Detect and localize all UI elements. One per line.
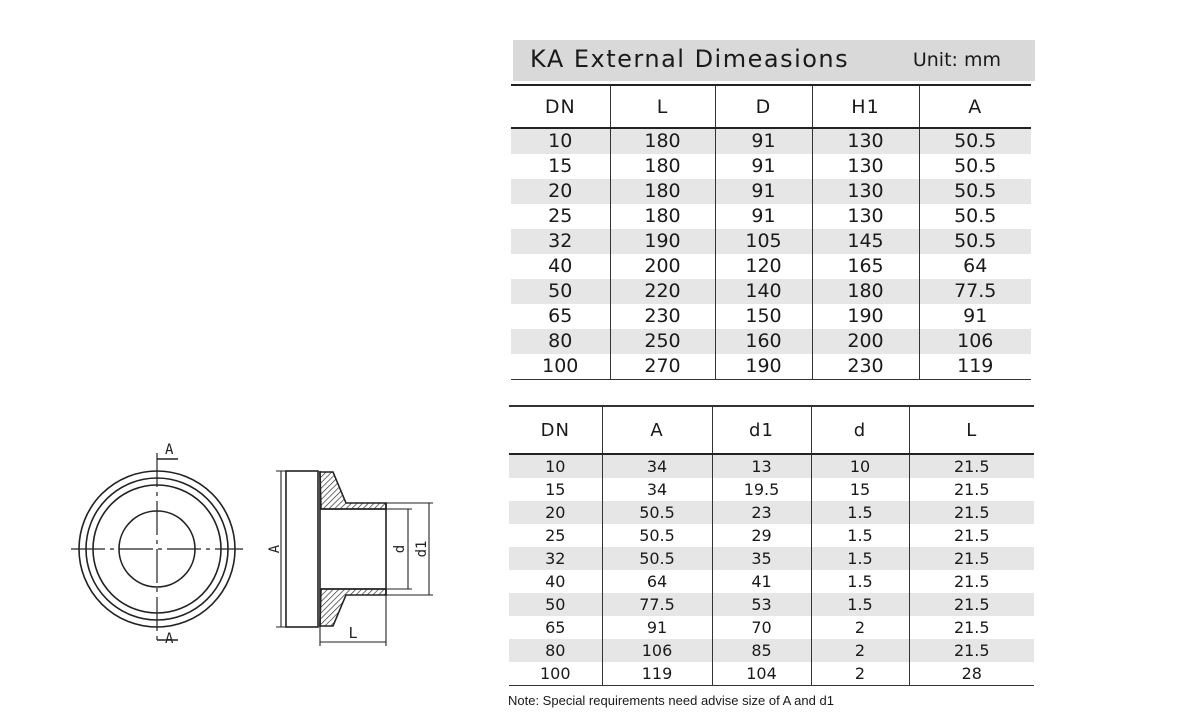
table-cell: 91 <box>602 616 712 639</box>
table-cell: 10 <box>811 454 909 478</box>
table-row <box>509 501 1034 524</box>
table-cell: 34 <box>602 454 712 478</box>
table-cell: 190 <box>812 304 919 329</box>
technical-drawing <box>0 0 500 724</box>
table-cell: 130 <box>812 128 919 154</box>
table-cell: 190 <box>610 229 715 254</box>
dim-l-label: L <box>348 624 358 642</box>
dimension-lines <box>276 471 433 646</box>
table-row <box>509 478 1034 501</box>
table-cell: 25 <box>548 205 573 227</box>
table-cell: 40 <box>548 255 573 277</box>
table-cell: 130 <box>812 179 919 204</box>
dim-a-label: A <box>267 544 283 554</box>
section-label-top: A <box>165 442 174 458</box>
table-cell: 34 <box>602 478 712 501</box>
table-cell: 119 <box>919 354 1031 380</box>
table-cell: 19.5 <box>712 478 811 501</box>
table-cell: 2 <box>811 639 909 662</box>
table-cell: 50 <box>511 279 610 304</box>
table-cell: 13 <box>712 454 811 478</box>
table-cell: 130 <box>812 154 919 179</box>
table-cell: 64 <box>919 254 1031 279</box>
table-cell: 80 <box>511 329 610 354</box>
table-cell: 1.5 <box>811 593 909 616</box>
table-row <box>511 154 1031 179</box>
table-cell: 21.5 <box>909 616 1034 639</box>
table-cell: 50.5 <box>919 128 1031 154</box>
table-cell: 50.5 <box>602 547 712 570</box>
table-cell: 32 <box>511 229 610 254</box>
table-cell: 91 <box>715 179 812 204</box>
table-cell: 180 <box>610 154 715 179</box>
column-header: L <box>909 406 1034 454</box>
table-cell: 21.5 <box>909 524 1034 547</box>
table-cell: 119 <box>602 662 712 686</box>
table-cell: 230 <box>610 304 715 329</box>
table-cell: 21.5 <box>909 547 1034 570</box>
table-cell: 130 <box>812 204 919 229</box>
page-title: KA External Dimeasions <box>530 45 850 73</box>
table-cell: 180 <box>812 279 919 304</box>
table-cell: 200 <box>610 254 715 279</box>
table-cell: 77.5 <box>919 279 1031 304</box>
table-row <box>511 179 1031 204</box>
table-row <box>509 616 1034 639</box>
table-cell: 160 <box>715 329 812 354</box>
table-cell: 15 <box>811 478 909 501</box>
header-row <box>511 85 1031 128</box>
table-cell: 106 <box>602 639 712 662</box>
table-cell: 32 <box>509 547 602 570</box>
table-cell: 50.5 <box>919 179 1031 204</box>
table-cell: 180 <box>610 179 715 204</box>
table-row <box>511 329 1031 354</box>
table-cell: 23 <box>712 501 811 524</box>
table-cell: 150 <box>715 304 812 329</box>
lower-wall-hatch <box>320 589 386 626</box>
front-view <box>71 453 243 645</box>
dim-d-label: d <box>392 544 408 554</box>
table-cell: 21.5 <box>909 593 1034 616</box>
table-cell: 140 <box>715 279 812 304</box>
table-cell: 21.5 <box>909 501 1034 524</box>
table-cell: 21.5 <box>909 639 1034 662</box>
column-header: D <box>715 85 812 128</box>
table-cell: 15 <box>548 155 573 177</box>
table-cell: 21.5 <box>909 570 1034 593</box>
table-cell: 104 <box>712 662 811 686</box>
table-cell: 50 <box>509 593 602 616</box>
table-row <box>509 454 1034 478</box>
external-dimensions-table <box>511 84 1031 380</box>
table-cell: 70 <box>712 616 811 639</box>
table-cell: 2 <box>811 662 909 686</box>
table-cell: 10 <box>511 128 610 154</box>
table-cell: 91 <box>919 304 1031 329</box>
column-header: DN <box>509 406 602 454</box>
table-cell: 220 <box>610 279 715 304</box>
table-row <box>511 229 1031 254</box>
column-header: H1 <box>812 85 919 128</box>
table-row <box>509 662 1034 686</box>
table-cell: 1.5 <box>811 524 909 547</box>
table-cell: 21.5 <box>909 478 1034 501</box>
table-row <box>509 524 1034 547</box>
table-cell: 100 <box>539 664 571 683</box>
table-cell: 77.5 <box>602 593 712 616</box>
table-cell: 50.5 <box>919 154 1031 179</box>
table-row <box>511 304 1031 329</box>
table-cell: 85 <box>712 639 811 662</box>
table-cell: 250 <box>610 329 715 354</box>
table-cell: 2 <box>811 616 909 639</box>
table-cell: 91 <box>715 128 812 154</box>
table-cell: 50.5 <box>602 501 712 524</box>
table-cell: 21.5 <box>909 454 1034 478</box>
table-row <box>511 204 1031 229</box>
table-cell: 106 <box>919 329 1031 354</box>
table-row <box>511 279 1031 304</box>
footnote: Note: Special requirements need advise size of A and d1 <box>508 693 834 708</box>
table-cell: 10 <box>509 454 602 478</box>
table-row <box>511 128 1031 154</box>
title-bar <box>513 40 1035 81</box>
table-row <box>511 254 1031 279</box>
table-row <box>509 547 1034 570</box>
table-cell: 105 <box>715 229 812 254</box>
table-cell: 80 <box>509 639 602 662</box>
table-cell: 64 <box>602 570 712 593</box>
column-header: d <box>811 406 909 454</box>
table-cell: 190 <box>715 354 812 380</box>
column-header: A <box>602 406 712 454</box>
table-cell: 25 <box>545 526 566 545</box>
table-cell: 145 <box>812 229 919 254</box>
table-cell: 91 <box>715 154 812 179</box>
table-cell: 50.5 <box>919 204 1031 229</box>
section-view <box>286 471 386 627</box>
table-cell: 91 <box>715 204 812 229</box>
table-cell: 180 <box>610 204 715 229</box>
table-cell: 100 <box>542 355 579 377</box>
table-cell: 15 <box>545 480 566 499</box>
table-row <box>509 639 1034 662</box>
table-cell: 50.5 <box>919 229 1031 254</box>
table-cell: 1.5 <box>811 501 909 524</box>
table-cell: 1.5 <box>811 570 909 593</box>
table-cell: 53 <box>712 593 811 616</box>
table-cell: 35 <box>712 547 811 570</box>
column-header: DN <box>511 85 610 128</box>
table-row <box>509 593 1034 616</box>
spigot-dimensions-table <box>509 405 1034 686</box>
table-cell: 40 <box>545 572 566 591</box>
table-cell: 28 <box>909 662 1034 686</box>
table-cell: 180 <box>610 128 715 154</box>
table-cell: 20 <box>511 179 610 204</box>
table-cell: 230 <box>812 354 919 380</box>
table-row <box>511 354 1031 380</box>
dim-d1-label: d1 <box>414 540 430 558</box>
column-header: A <box>919 85 1031 128</box>
section-label-bottom: A <box>165 631 174 647</box>
table-cell: 41 <box>712 570 811 593</box>
table-cell: 65 <box>548 305 573 327</box>
unit-label: Unit: mm <box>912 49 1001 71</box>
column-header: L <box>610 85 715 128</box>
table-cell: 20 <box>509 501 602 524</box>
table-cell: 50.5 <box>602 524 712 547</box>
table-cell: 200 <box>812 329 919 354</box>
table-cell: 165 <box>812 254 919 279</box>
column-header: d1 <box>712 406 811 454</box>
upper-wall-hatch <box>320 472 386 509</box>
flange-face <box>286 471 318 627</box>
table-cell: 65 <box>545 618 566 637</box>
table-cell: 270 <box>610 354 715 380</box>
table-cell: 120 <box>715 254 812 279</box>
table-row <box>509 570 1034 593</box>
table-cell: 29 <box>712 524 811 547</box>
header-row <box>509 406 1034 454</box>
table-cell: 1.5 <box>811 547 909 570</box>
